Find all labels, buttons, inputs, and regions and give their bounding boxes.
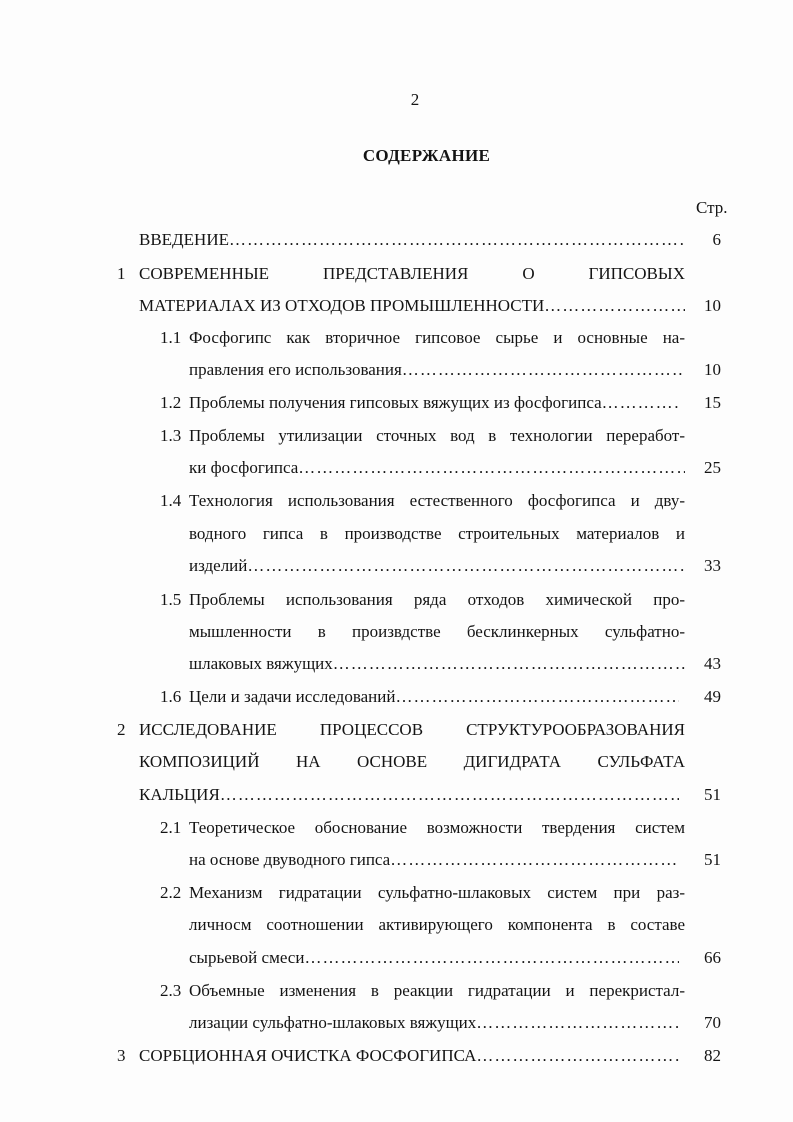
toc-entry-text: на основе двуводного гипса: [189, 850, 391, 869]
leader-dots: [390, 848, 679, 872]
toc-section-number: 3: [117, 1046, 126, 1065]
toc-section-number: 2.2: [160, 883, 182, 902]
page-number: 2: [410, 90, 420, 109]
toc-section-number: 1.2: [160, 393, 182, 412]
toc-entry-introduction[interactable]: [139, 228, 685, 252]
toc-section-number: 2.1: [160, 818, 182, 837]
toc-entry-text[interactable]: мышленности в произвдстве бесклинкерных сульфатно-: [189, 622, 685, 641]
toc-entry-text: Цели и задачи исследований: [189, 687, 396, 706]
toc-page-number: 49: [704, 687, 721, 706]
leader-dots: [544, 294, 685, 318]
leader-dots: [247, 554, 685, 578]
toc-page-number: 51: [704, 850, 721, 869]
toc-entry-text[interactable]: Объемные изменения в реакции гидратации и перекристал-: [189, 981, 685, 1000]
toc-page-number: 10: [704, 296, 721, 315]
leader-dots: [220, 783, 679, 807]
toc-section-number: 1.4: [160, 491, 182, 510]
toc-entry-text: лизации сульфатно-шлаковых вяжущих: [189, 1013, 477, 1032]
toc-entry-1-2[interactable]: [189, 391, 679, 415]
toc-section-number: 2.3: [160, 981, 182, 1000]
toc-entry-text[interactable]: Проблемы использования ряда отходов химической про-: [189, 590, 685, 609]
toc-entry-text[interactable]: личносм соотношении активирующего компонента в составе: [189, 915, 685, 934]
leader-dots: [304, 946, 679, 970]
toc-entry-text: сырьевой смеси: [189, 948, 305, 967]
toc-section-number: 1: [117, 264, 126, 283]
toc-entry-text[interactable]: ИССЛЕДОВАНИЕ ПРОЦЕССОВ СТРУКТУРООБРАЗОВАНИЯ: [139, 720, 685, 739]
toc-entry-2-3[interactable]: [189, 1011, 679, 1035]
leader-dots: [476, 1044, 679, 1068]
toc-section-number: 1.6: [160, 687, 182, 706]
toc-section-number: 1.1: [160, 328, 182, 347]
toc-entry-text[interactable]: водного гипса в производстве строительных материалов и: [189, 524, 685, 543]
toc-entry-text[interactable]: Теоретическое обоснование возможности твердения систем: [189, 818, 685, 837]
page-title: СОДЕРЖАНИЕ: [362, 146, 491, 165]
toc-entry-1-5[interactable]: [189, 652, 685, 676]
toc-entry-text: изделий: [189, 556, 248, 575]
toc-entry-1-4[interactable]: [189, 554, 685, 578]
leader-dots: [298, 456, 685, 480]
toc-page-number: 70: [704, 1013, 721, 1032]
toc-page-number: 33: [704, 556, 721, 575]
toc-entry-text: Проблемы получения гипсовых вяжущих из фосфогипса: [189, 393, 602, 412]
page-column-header: Стр.: [696, 198, 728, 217]
toc-entry-text: шлаковых вяжущих: [189, 654, 333, 673]
toc-entry-1-6[interactable]: [189, 685, 679, 709]
toc-entry-text: СОРБЦИОННАЯ ОЧИСТКА ФОСФОГИПСА: [139, 1046, 477, 1065]
leader-dots: [395, 685, 679, 709]
toc-entry-text[interactable]: Механизм гидратации сульфатно-шлаковых систем при раз-: [189, 883, 685, 902]
toc-page-number: 82: [704, 1046, 721, 1065]
toc-entry-chapter-2[interactable]: [139, 783, 679, 807]
toc-entry-text: КАЛЬЦИЯ: [139, 785, 220, 804]
toc-section-number: 1.5: [160, 590, 182, 609]
toc-page-number: 51: [704, 785, 721, 804]
toc-entry-1-3[interactable]: [189, 456, 685, 480]
leader-dots: [476, 1011, 679, 1035]
leader-dots: [602, 391, 679, 415]
toc-entry-text[interactable]: СОВРЕМЕННЫЕ ПРЕДСТАВЛЕНИЯ О ГИПСОВЫХ: [139, 264, 685, 283]
toc-entry-text[interactable]: Проблемы утилизации сточных вод в технологии переработ-: [189, 426, 685, 445]
toc-entry-text: ВВЕДЕНИЕ: [139, 230, 229, 249]
toc-page-number: 15: [704, 393, 721, 412]
toc-page-number: 6: [712, 230, 721, 249]
toc-page-number: 10: [704, 360, 721, 379]
toc-entry-1-1[interactable]: [189, 358, 685, 382]
toc-entry-text: ки фосфогипса: [189, 458, 299, 477]
leader-dots: [229, 228, 685, 252]
toc-entry-text: правления его использования: [189, 360, 402, 379]
toc-section-number: 1.3: [160, 426, 182, 445]
toc-entry-text[interactable]: КОМПОЗИЦИЙ НА ОСНОВЕ ДИГИДРАТА СУЛЬФАТА: [139, 752, 685, 771]
toc-page-number: 66: [704, 948, 721, 967]
toc-entry-text[interactable]: Фосфогипс как вторичное гипсовое сырье и основные на-: [189, 328, 685, 347]
toc-page-number: 43: [704, 654, 721, 673]
leader-dots: [333, 652, 685, 676]
toc-entry-2-1[interactable]: [189, 848, 679, 872]
toc-entry-chapter-1[interactable]: [139, 294, 685, 318]
toc-page-number: 25: [704, 458, 721, 477]
toc-entry-chapter-3[interactable]: [139, 1044, 679, 1068]
toc-entry-text: МАТЕРИАЛАХ ИЗ ОТХОДОВ ПРОМЫШЛЕННОСТИ: [139, 296, 545, 315]
toc-entry-2-2[interactable]: [189, 946, 679, 970]
toc-entry-text[interactable]: Технология использования естественного фосфогипса и дву-: [189, 491, 685, 510]
toc-section-number: 2: [117, 720, 126, 739]
leader-dots: [402, 358, 685, 382]
